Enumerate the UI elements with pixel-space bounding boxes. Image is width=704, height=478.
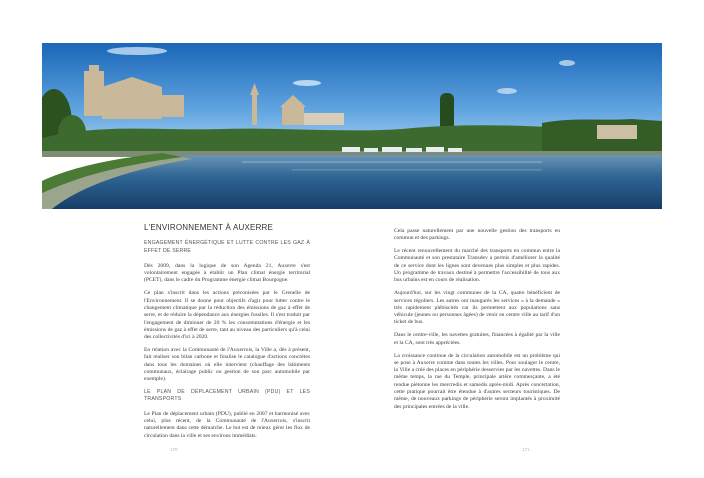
section-subheading-pdu: LE PLAN DE DÉPLACEMENT URBAIN (PDU) ET LES TRANSPORTS	[144, 389, 310, 403]
paragraph: En relation avec la Communauté de l'Auxerrois, la Ville a, dès à présent, fait réaliser son bilan carbone et finalise le catalogue d'actions concrètes dans tous les domaines où elle intervient (chauffage des bâtiments communaux, éclairage public ou gestion de son parc automobile par exemple).	[144, 347, 310, 383]
section-subheading-energy: ENGAGEMENT ÉNERGÉTIQUE ET LUTTE CONTRE LES GAZ À EFFET DE SERRE	[144, 240, 310, 254]
page-number-left: 170	[170, 447, 178, 452]
article-heading: L'ENVIRONNEMENT À AUXERRE	[144, 223, 274, 232]
paragraph: Dans le centre-ville, les navettes gratuites, financées à égalité par la ville et la CA, sont très appréciées.	[394, 332, 560, 346]
paragraph: Le récent renouvellement du marché des transports en commun entre la Communauté et son prestataire Transdev a permis d'améliorer la qualité de ce service dont les lignes sont devenues plus simples et plus rapides. Un programme de travaux destiné à permettre l'accessibilité de tous aux bus urbains est en cours de réalisation.	[394, 248, 560, 284]
paragraph: Aujourd'hui, sur les vingt communes de la CA, quatre bénéficient de services réguliers. Les autres ont inaugurés les services « à la demande » très rapidement plébiscités car ils permettent aux populations sans véhicule (jeunes ou personnes âgées) de venir en centre ville au tarif d'un ticket de bus.	[394, 290, 560, 326]
paragraph: Le Plan de déplacement urbain (PDU), publié en 2007 et harmonisé avec celui, plus récent, de la Communauté de l'Auxerrois, s'inscrit naturellement dans cette démarche. Le but est de mieux gérer les flux de circulation dans la ville et ses environs immédiats.	[144, 410, 310, 439]
paragraph: Cela passe naturellement par une nouvelle gestion des transports en commun et des parkings.	[394, 228, 560, 242]
paragraph: Dès 2009, dans la logique de son Agenda 21, Auxerre s'est volontairement engagée à établir un Plan climat énergie territorial (PCET), dans le cadre du Programme énergie climat Bourgogne.	[144, 262, 310, 284]
paragraph: La croissance continue de la circulation automobile est un problème qui se pose à Auxerre comme dans toutes les villes. Pour soulager le centre, la Ville a créé des places en périphérie desservies par les navettes. Dans le même temps, la rue du Temple, principale artère commerçante, a été rendue piétonne les mercredis et samedis après-midi. Après concertation, cette pratique pourrait être étendue à d'autres secteurs touristiques. De même, de nouveaux parkings de périphérie seront implantés à proximité des principales entrées de la ville.	[394, 352, 560, 410]
paragraph: Ce plan s'inscrit dans les actions préconisées par le Grenelle de l'Environnement. Il se donne pour objectifs d'agir pour lutter contre le changement climatique par la réduction des émissions de gaz à effet de serre, et de réduire la dépendance aux énergies fossiles. Il s'est traduit par l'engagement de diminuer de 20 % les consommations d'énergie et les émissions de gaz à effet de serre, tant au niveau des particuliers qu'à celui des collectivités d'ici à 2020.	[144, 290, 310, 341]
left-column	[144, 224, 310, 446]
landscape-photo-icon	[42, 43, 662, 209]
panorama-photo	[42, 43, 662, 209]
page-number-right: 171	[522, 447, 530, 452]
right-column	[394, 228, 560, 417]
